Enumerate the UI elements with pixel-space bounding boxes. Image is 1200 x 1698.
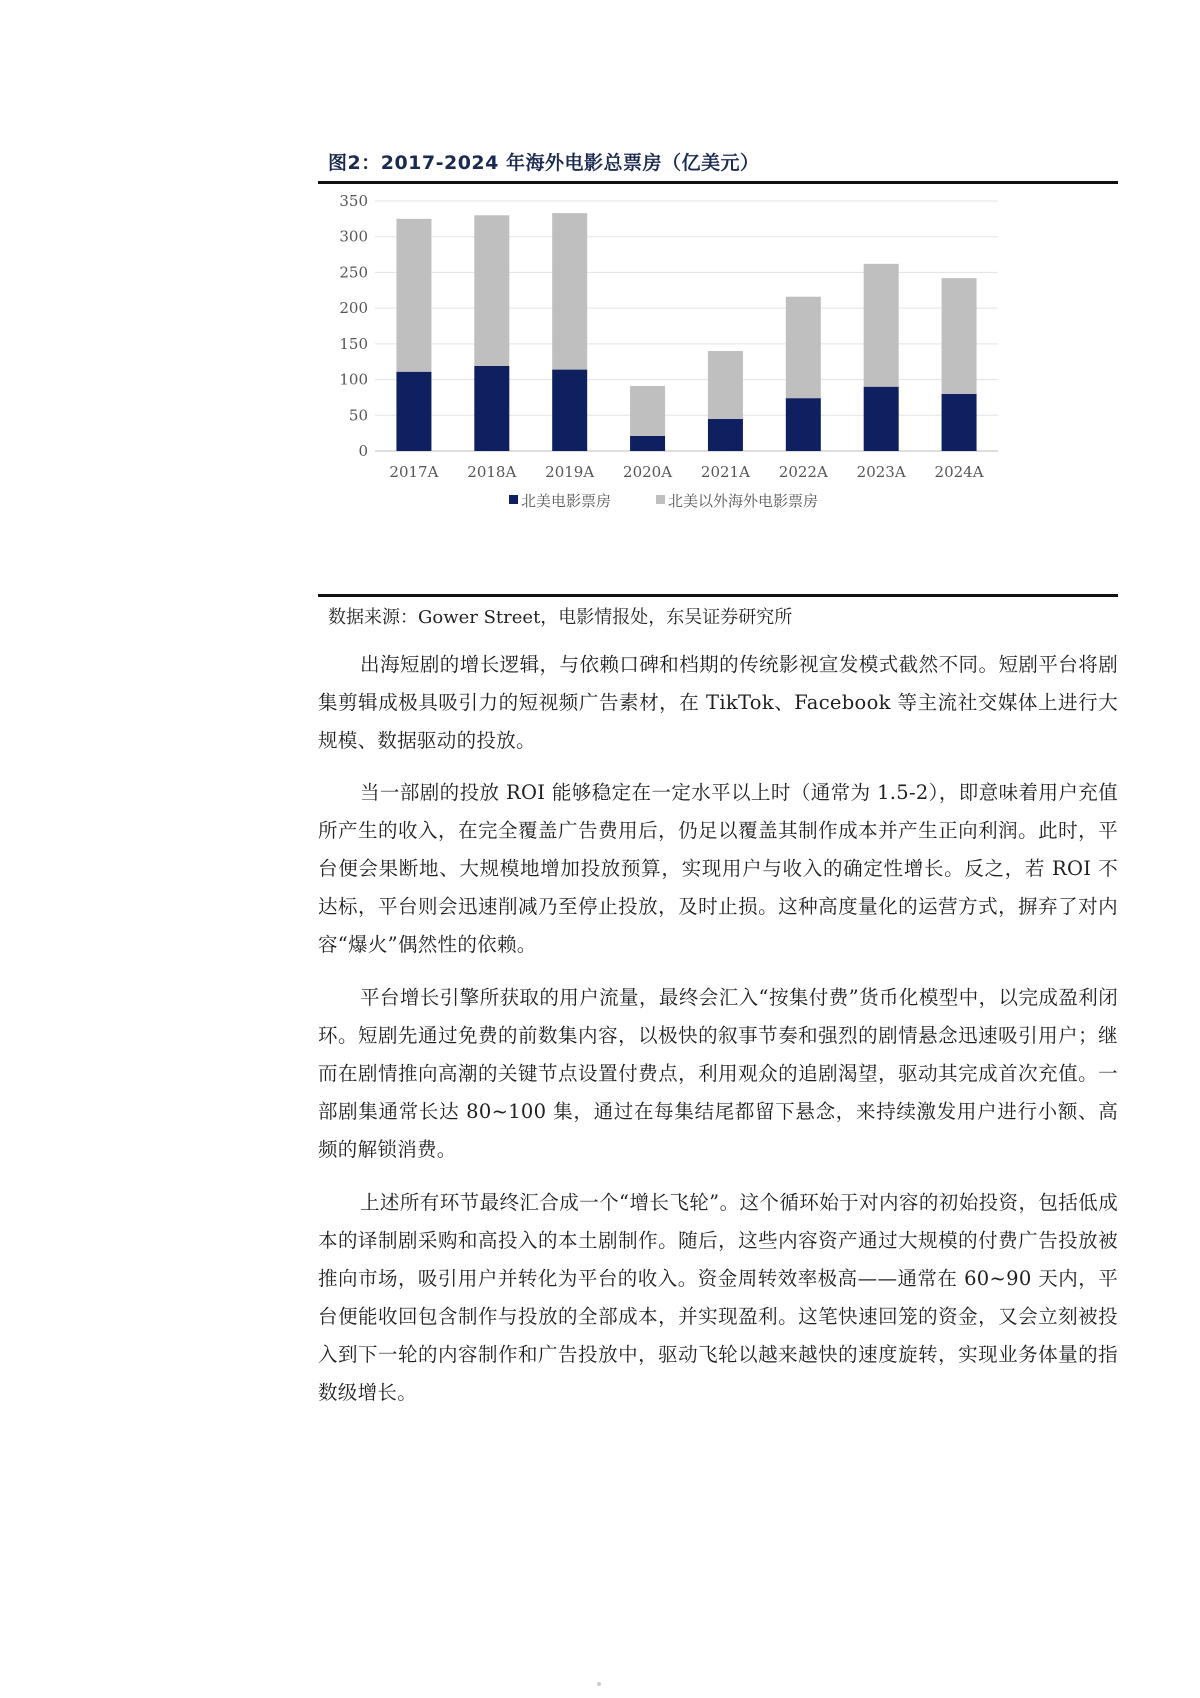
bar-2022A-series-0 xyxy=(786,398,821,451)
figure-top-rule xyxy=(318,181,1118,184)
x-tick-label-2017A: 2017A xyxy=(389,463,439,481)
bar-2018A-series-1 xyxy=(474,215,509,366)
figure-bottom-rule xyxy=(318,594,1118,597)
y-tick-label-50: 50 xyxy=(348,406,368,425)
bar-2022A-series-1 xyxy=(786,297,821,398)
y-tick-label-250: 250 xyxy=(339,263,368,282)
legend-label-0: 北美电影票房 xyxy=(521,492,612,510)
y-tick-label-100: 100 xyxy=(339,370,368,389)
x-tick-label-2019A: 2019A xyxy=(545,463,595,481)
bar-2024A-series-1 xyxy=(942,278,977,394)
bar-2017A-series-0 xyxy=(396,372,431,451)
box-office-chart xyxy=(318,190,1118,590)
body-paragraph-3: 平台增长引擎所获取的用户流量，最终会汇入“按集付费”货币化模型中，以完成盈利闭环。短剧先通过免费的前数集内容，以极快的叙事节奏和强烈的剧情悬念迅速吸引用户；继而在剧情推向高潮的关键节点设置付费点，利用观众的追剧渴望，驱动其完成首次充值。一部剧集通常长达 80~100 集，通过在每集结尾都留下悬念，来持续激发用户进行小额、高频的解锁消费。 xyxy=(318,986,1118,1161)
legend-swatch-0 xyxy=(509,495,518,504)
chart-legend xyxy=(509,492,818,510)
bar-2020A-series-0 xyxy=(630,436,665,451)
bar-2023A-series-1 xyxy=(864,264,899,387)
y-tick-label-0: 0 xyxy=(358,442,368,460)
x-tick-label-2024A: 2024A xyxy=(934,463,984,481)
x-tick-label-2021A: 2021A xyxy=(700,463,750,481)
bar-2019A-series-1 xyxy=(552,213,587,369)
bar-2023A-series-0 xyxy=(864,387,899,451)
x-tick-label-2018A: 2018A xyxy=(467,463,517,481)
legend-label-1: 北美以外海外电影票房 xyxy=(668,492,819,510)
y-tick-label-350: 350 xyxy=(339,192,368,210)
x-tick-label-2020A: 2020A xyxy=(623,463,673,481)
body-paragraph-4: 上述所有环节最终汇合成一个“增长飞轮”。这个循环始于对内容的初始投资，包括低成本的译制剧采购和高投入的本土剧制作。随后，这些内容资产通过大规模的付费广告投放被推向市场，吸引用户并转化为平台的收入。资金周转效率极高——通常在 60~90 天内，平台便能收回包含制作与投放的全部成本，并实现盈利。这笔快速回笼的资金，又会立刻被投入到下一轮的内容制作和广告投放中，驱动飞轮以越来越快的速度旋转，实现业务体量的指数级增长。 xyxy=(318,1191,1118,1404)
body-paragraph-2: 当一部剧的投放 ROI 能够稳定在一定水平以上时（通常为 1.5-2），即意味着用户充值所产生的收入，在完全覆盖广告费用后，仍足以覆盖其制作成本并产生正向利润。此时，平台便会果断地、大规模地增加投放预算，实现用户与收入的确定性增长。反之，若 ROI 不达标，平台则会迅速削减乃至停止投放，及时止损。这种高度量化的运营方式，摒弃了对内容“爆火”偶然性的依赖。 xyxy=(318,781,1118,956)
body-paragraph-1: 出海短剧的增长逻辑，与依赖口碑和档期的传统影视宣发模式截然不同。短剧平台将剧集剪辑成极具吸引力的短视频广告素材，在 TikTok、Facebook 等主流社交媒体上进行大规模、数据驱动的投放。 xyxy=(318,653,1118,752)
bar-2021A-series-1 xyxy=(708,351,743,419)
data-source-note: 数据来源：Gower Street，电影情报处，东吴证券研究所 xyxy=(328,607,793,628)
legend-swatch-1 xyxy=(656,495,665,504)
figure-title: 图2：2017-2024 年海外电影总票房（亿美元） xyxy=(328,152,760,174)
bar-2018A-series-0 xyxy=(474,366,509,451)
page-dot-marker xyxy=(597,1682,601,1686)
y-tick-label-300: 300 xyxy=(339,227,368,246)
chart-y-axis xyxy=(339,192,368,460)
bar-2021A-series-0 xyxy=(708,419,743,451)
chart-x-axis xyxy=(389,463,983,481)
bar-2017A-series-1 xyxy=(396,219,431,372)
x-tick-label-2022A: 2022A xyxy=(778,463,828,481)
bar-2019A-series-0 xyxy=(552,370,587,451)
y-tick-label-150: 150 xyxy=(339,334,368,353)
chart-gridlines xyxy=(375,201,998,451)
x-tick-label-2023A: 2023A xyxy=(856,463,906,481)
y-tick-label-200: 200 xyxy=(339,299,368,318)
bar-2024A-series-0 xyxy=(942,394,977,451)
bar-2020A-series-1 xyxy=(630,386,665,436)
